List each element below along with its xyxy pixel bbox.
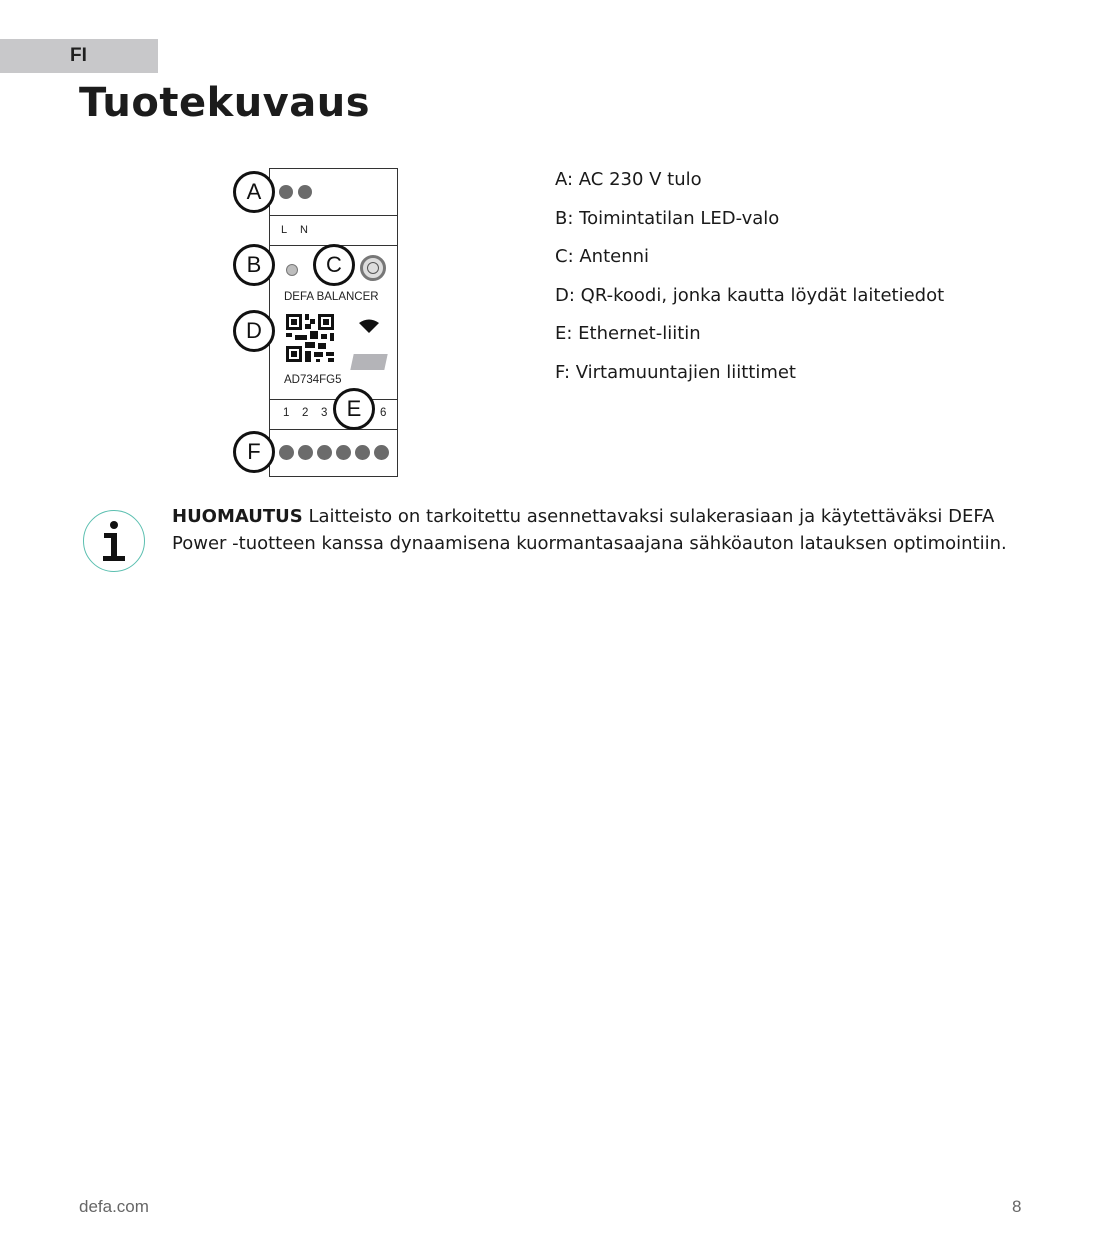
input-terminal-dot [279,185,293,199]
language-label: FI [70,45,87,66]
callout-f: F [233,431,275,473]
divider [270,429,397,430]
input-terminal-dot [298,185,312,199]
note-label: HUOMAUTUS [172,506,303,527]
legend-item-e: E: Ethernet-liitin [555,323,701,344]
qr-code-icon [286,314,338,364]
legend-item-f: F: Virtamuuntajien liittimet [555,362,796,383]
legend-item-d: D: QR-koodi, jonka kautta löydät laitetiedot [555,285,945,306]
serial-number: AD734FG5 [284,374,342,386]
divider [270,399,397,400]
legend-item-b: B: Toimintatilan LED-valo [555,208,780,229]
footer-website: defa.com [79,1197,149,1216]
defa-logo [350,354,387,370]
ct-terminal-dot [374,445,389,460]
status-led [286,264,298,276]
callout-b: B [233,244,275,286]
legend-item-c: C: Antenni [555,246,650,267]
ct-terminal-dot [279,445,294,460]
terminal-number-6: 6 [380,407,387,419]
info-icon [83,510,145,572]
callout-d: D [233,310,275,352]
device-body [269,168,398,477]
terminal-number-3: 3 [321,407,328,419]
wifi-icon [359,319,379,333]
language-tab [0,39,158,73]
callout-e: E [333,388,375,430]
ct-terminal-dot [355,445,370,460]
legend-item-a: A: AC 230 V tulo [555,169,702,190]
terminal-number-1: 1 [283,407,290,419]
note-paragraph [172,503,1032,557]
ct-terminal-dot [317,445,332,460]
page-title: Tuotekuvaus [79,80,371,126]
terminal-number-2: 2 [302,407,309,419]
antenna-connector-icon [360,255,386,281]
callout-a: A [233,171,275,213]
callout-c: C [313,244,355,286]
terminal-label-n: N [300,224,308,236]
product-name: DEFA BALANCER [284,291,379,303]
divider [270,215,397,216]
note-body: Laitteisto on tarkoitettu asennettavaksi sulakerasiaan ja käytettäväksi DEFA Power -tuotteen kanssa dynaamisena kuormantasaajana sähköauton latauksen optimointiin. [172,506,1007,554]
page-number: 8 [1012,1197,1022,1216]
ct-terminal-dot [298,445,313,460]
ct-terminal-dot [336,445,351,460]
terminal-label-l: L [281,224,288,236]
